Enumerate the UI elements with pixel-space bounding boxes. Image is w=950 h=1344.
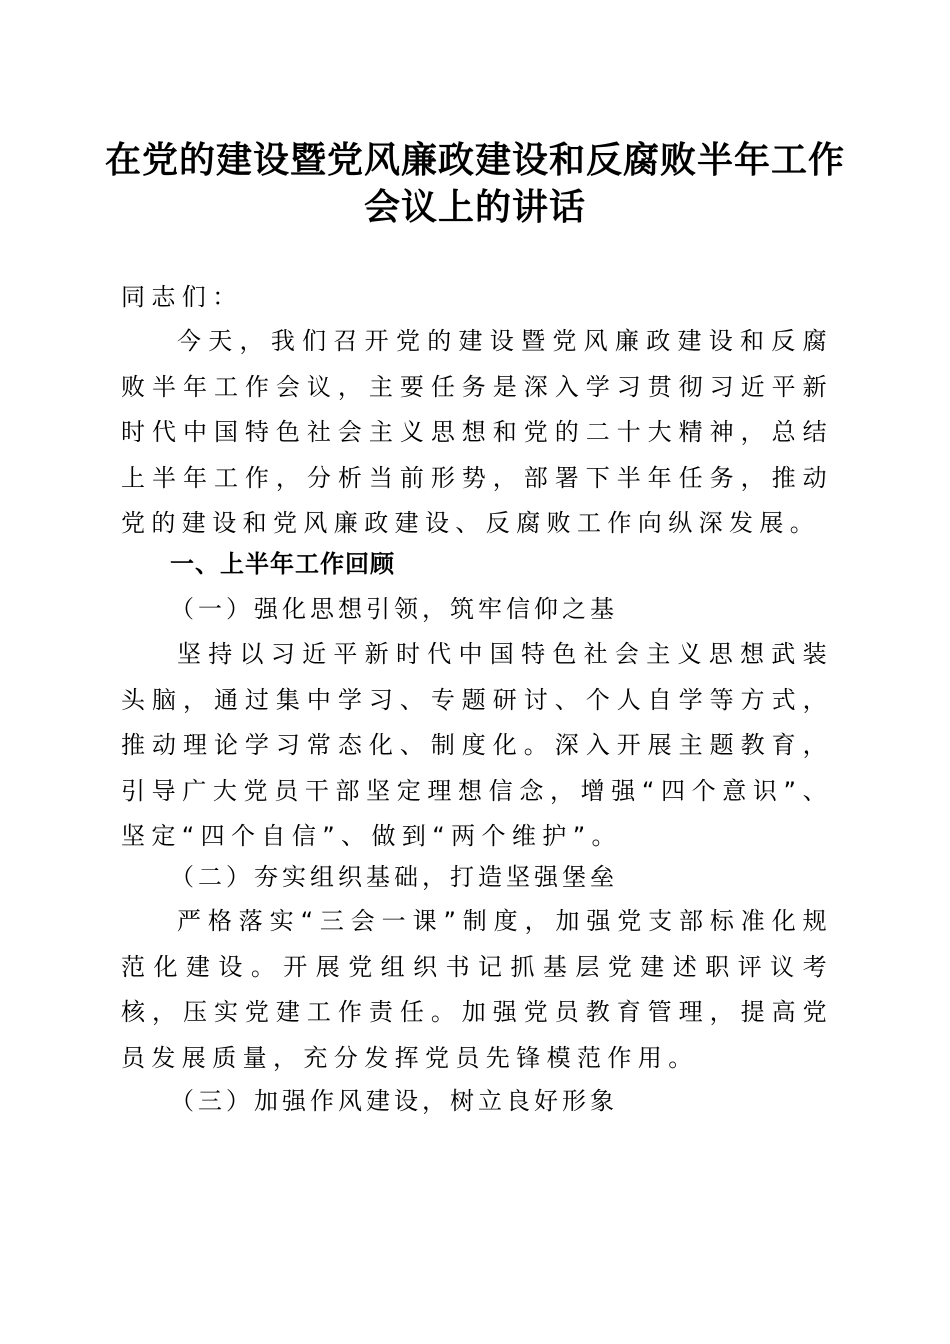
subsection-2-body: 严格落实“三会一课”制度，加强党支部标准化规范化建设。开展党组织书记抓基层党建述职评议考核，压实党建工作责任。加强党员教育管理，提高党员发展质量，充分发挥党员先锋模范作用。 [121,907,833,1072]
subsection-1-heading: （一）强化思想引领，筑牢信仰之基 [170,595,618,623]
document-title-line-1: 在党的建设暨党风廉政建设和反腐败半年工作 [104,139,845,181]
document-title-line-2: 会议上的讲话 [363,186,586,228]
subsection-2-heading: （二）夯实组织基础，打造坚强堡垒 [170,863,618,891]
section-1-heading: 一、上半年工作回顾 [170,550,395,578]
subsection-1-body: 坚持以习近平新时代中国特色社会主义思想武装头脑，通过集中学习、专题研讨、个人自学等方式，推动理论学习常态化、制度化。深入开展主题教育，引导广大党员干部坚定理想信念，增强“四个意识”、坚定“四个自信”、做到“两个维护”。 [121,640,833,850]
intro-paragraph: 今天，我们召开党的建设暨党风廉政建设和反腐败半年工作会议，主要任务是深入学习贯彻习近平新时代中国特色社会主义思想和党的二十大精神，总结上半年工作，分析当前形势，部署下半年任务，推动党的建设和党风廉政建设、反腐败工作向纵深发展。 [121,327,833,537]
salutation: 同志们： [121,283,243,311]
subsection-3-heading: （三）加强作风建设，树立良好形象 [170,1087,618,1115]
